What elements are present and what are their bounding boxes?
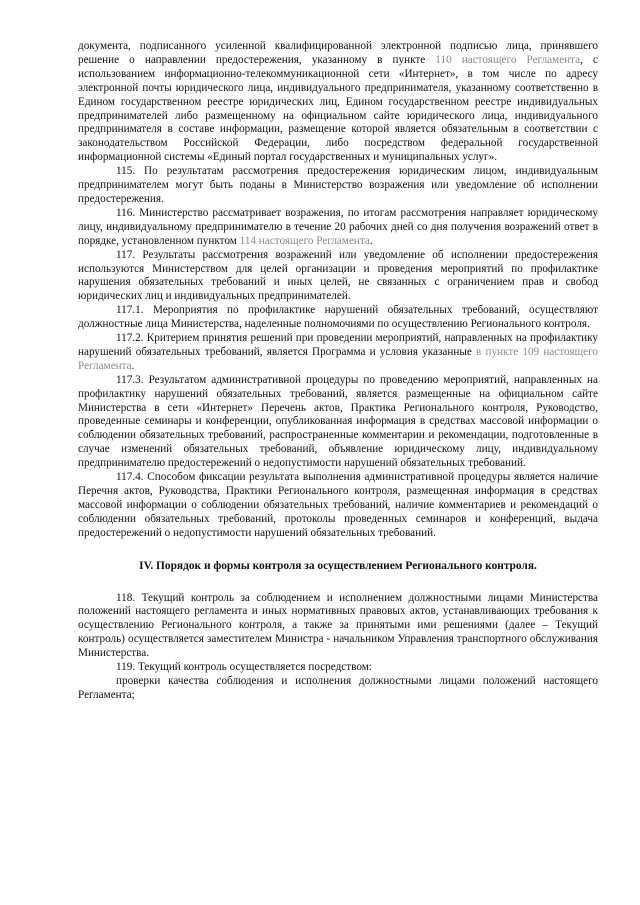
paragraph [78,661,598,675]
paragraph [78,304,598,332]
text-run: 118. Текущий контроль за соблюдением и исполнением должностными лицами Министерства положений настоящего регламента и иных нормативных правовых актов, устанавливающих требования к осуществлению Регионального контроля, а также за принятыми ими решениями (далее – Текущий контроль) осуществляется заместителем Министра - начальником Управления транспортного обслуживания Министерства. [78,591,598,660]
section-heading: IV. Порядок и формы контроля за осуществлением Регионального контроля. [139,559,537,572]
paragraph [78,332,598,374]
text-run: 117.2. Критерием принятия решений при проведении мероприятий, направленных на профилактику нарушений обязательных требований, является Программа и условия указанные [78,332,598,358]
text-run: документа, подписанного усиленной квалифицированной электронной подписью лица, принявшего решение о направлении предостережения, указанному в пункте [78,40,598,66]
text-block-after [78,592,598,703]
text-run: 117.3. Результатом административной процедуры по проведению мероприятий, направленных на профилактику нарушений обязательных требований, является размещенные на официальном сайте Министерства в сети «Интернет» Перечень актов, Практика Регионального контроля, Руководство, проведенные семинары и конференции, опубликованная информация в средствах массовой информации о соблюдении обязательных требований, распространенные комментарии и рекомендации, подготовленные в случае изменений обязательных требований, объявление юридическому лицу, индивидуальному предпринимателю предостережений о недопустимости нарушений обязательных требований. [78,373,598,470]
text-block-before [78,40,598,541]
paragraph [78,207,598,249]
cross-reference: 114 настоящего Регламента [239,234,370,247]
paragraph [78,165,598,207]
paragraph [78,40,598,165]
paragraph [78,471,598,541]
text-run: 116. Министерство рассматривает возражения, по итогам рассмотрения направляет юридическому лицу, индивидуальному предпринимателю в течение 20 рабочих дней со дня получения возражений ответ в порядке, установленном пунктом [78,206,598,247]
paragraph [78,374,598,471]
text-run: 117.4. Способом фиксации результата выполнения административной процедуры является наличие Перечня актов, Руководства, Практики Регионального контроля, размещенная информация в средствах массовой информации о соблюдении обязательных требований, наличие комментариев и рекомендаций о соблюдении обязательных требований, протоколы проведенных семинаров и конференций, выдача предостережений о недопустимости нарушений обязательных требований. [78,471,598,539]
text-run: 117.1. Мероприятия по профилактике нарушений обязательных требований, осуществляют должностные лица Министерства, наделенные полномочиями по осуществлению Регионального контроля. [78,304,598,331]
cross-reference: 110 настоящего Регламента [435,53,581,66]
text-run: 117. Результаты рассмотрения возражений или уведомление об исполнении предостережения используются Министерством для целей организации и проведения мероприятий по профилактике нарушения обязательных требований и иных целей, не связанных с ограничением прав и свобод юридических лиц и индивидуальных предпринимателей. [78,248,598,303]
text-run: . [131,359,135,372]
text-run: . [369,234,373,247]
text-run: проверки качества соблюдения и исполнения должностными лицами положений настоящего Регламента; [78,674,598,701]
paragraph [78,592,598,662]
text-run: , с использованием информационно-телекоммуникационной сети «Интернет», в том числе по адресу электронной почты юридического лица, индивидуального предпринимателя, указанному соответственно в Едином государственном реестре юридических лиц, Едином государственном реестре индивидуальных предпринимателей либо размещенному на официальном сайте юридического лица, индивидуального предпринимателя в составе информации, размещение которой является обязательным в соответствии с законодательством Российской Федерации, либо посредством федеральной государственной информационной системы «Единый портал государственных и муниципальных услуг». [78,53,598,164]
text-run: 115. По результатам рассмотрения предостережения юридическим лицом, индивидуальным предпринимателем могут быть поданы в Министерство возражения или уведомление об исполнении предостережения. [78,165,598,205]
paragraph [78,675,598,703]
paragraph [78,249,598,305]
cross-reference: в пункте 109 настоящего Регламента [78,345,598,372]
text-run: 119. Текущий контроль осуществляется посредством: [116,661,372,674]
